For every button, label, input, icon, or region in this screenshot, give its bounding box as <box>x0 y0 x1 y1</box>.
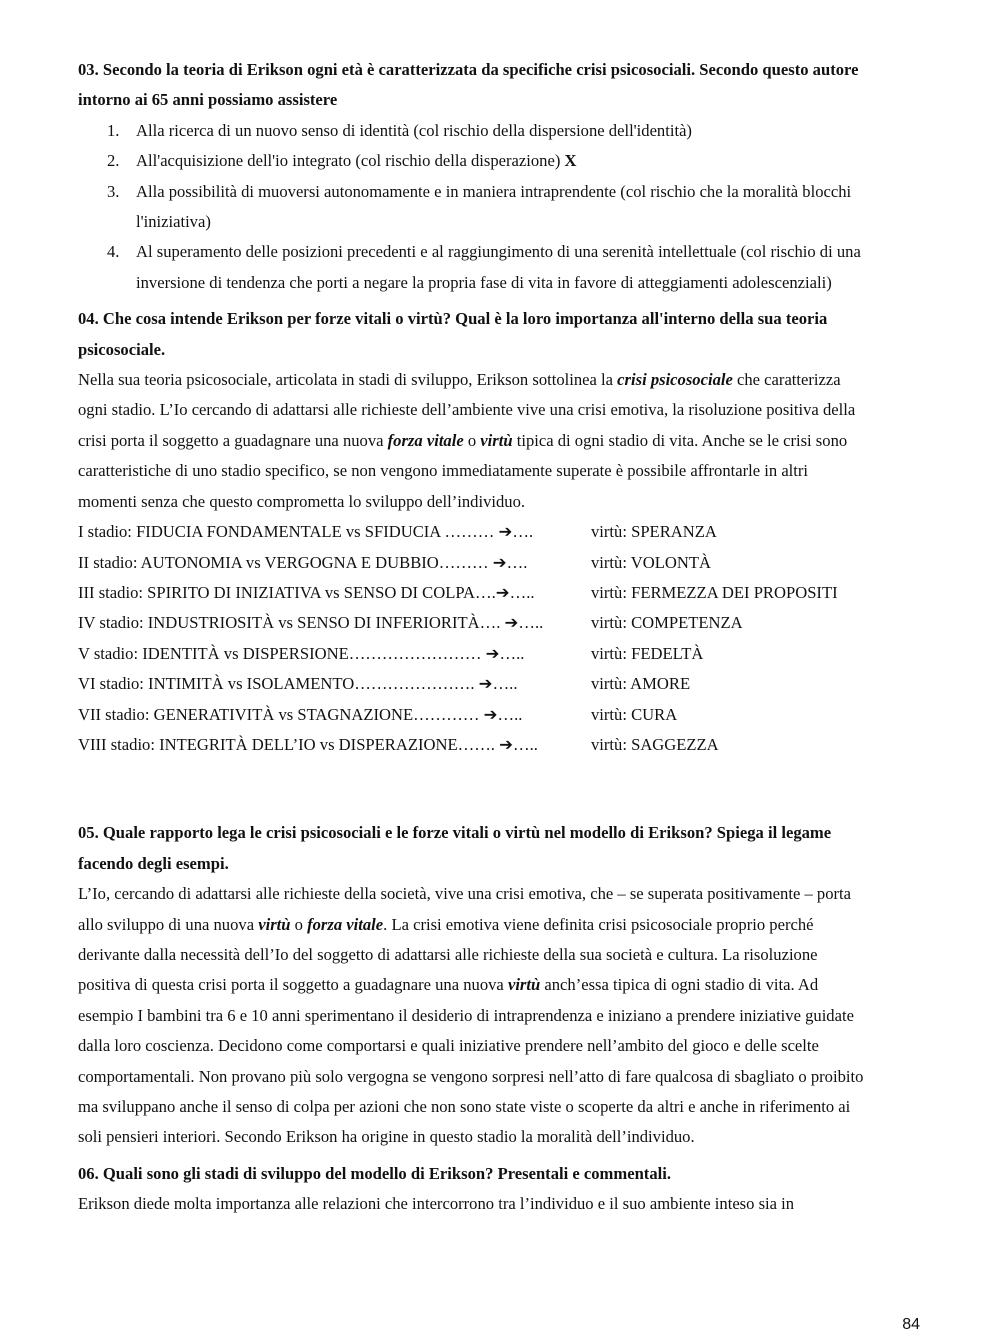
option-text: Al superamento delle posizioni precedenti e al raggiungimento di una serenità intellettuale (col rischio di una <box>136 242 861 262</box>
emphasis: forza vitale <box>307 914 384 934</box>
stage-virtue: virtù: CURA <box>591 704 678 724</box>
text-span: crisi porta il soggetto a guadagnare una nuova <box>78 430 388 450</box>
text-span: positiva di questa crisi porta il soggetto a guadagnare una nuova <box>78 975 508 995</box>
correct-answer-mark: X <box>564 151 577 171</box>
option-3 <box>78 177 923 238</box>
option-text: l'iniziativa) <box>136 212 211 232</box>
option-number: 1. <box>107 120 120 140</box>
text-span: allo sviluppo di una nuova <box>78 914 259 934</box>
stage-row <box>78 608 923 638</box>
option-text: Alla possibilità di muoversi autonomamente e in maniera intraprendente (col rischio che la moralità blocchi <box>136 181 852 201</box>
answer-line: Erikson diede molta importanza alle relazioni che intercorrono tra l’individuo e il suo ambiente inteso sia in <box>78 1194 795 1214</box>
emphasis: virtù <box>258 914 291 934</box>
answer-line: ma sviluppano anche il senso di colpa per azioni che non sono state viste o scoperte da altri e anche in riferimento ai <box>78 1097 851 1116</box>
answer-line: momenti senza che questo comprometta lo sviluppo dell’individuo. <box>78 491 526 511</box>
answer-line: dalla loro coscienza. Decidono come comportarsi e quali iniziative prendere nell’ambito del gioco e delle scelte <box>78 1036 819 1056</box>
stage-crisis: VIII stadio: INTEGRITÀ DELL’IO vs DISPERAZIONE……. ➔….. <box>78 734 538 754</box>
stage-virtue: virtù: VOLONTÀ <box>591 552 711 572</box>
question-05-title-line-1: 05. Quale rapporto lega le crisi psicosociali e le forze vitali o virtù nel modello di Erikson? Spiega il legame <box>78 823 832 843</box>
stage-crisis: VII stadio: GENERATIVITÀ vs STAGNAZIONE………… ➔….. <box>78 704 523 724</box>
text-span: tipica di ogni stadio di vita. Anche se le crisi sono <box>512 430 848 450</box>
emphasis: crisi psicosociale <box>617 370 733 390</box>
option-text: inversione di tendenza che porti a negare la propria fase di vita in favore di atteggiamenti adolescenziali) <box>136 272 832 292</box>
question-05 <box>78 818 923 1152</box>
answer-line <box>78 910 923 940</box>
answer-line: caratteristiche di uno stadio specifico, se non vengono immediatamente superate è possibile affrontarle in altri <box>78 461 809 481</box>
option-text <box>136 146 923 176</box>
text-span: o <box>290 914 308 934</box>
stage-row <box>78 578 923 608</box>
stage-row <box>78 669 923 699</box>
stage-virtue: virtù: COMPETENZA <box>591 613 743 633</box>
text-span: Nella sua teoria psicosociale, articolata in stadi di sviluppo, Erikson sottolinea la <box>78 370 618 390</box>
option-number: 3. <box>107 181 120 201</box>
answer-line: comportamentali. Non provano più solo vergogna se vengono sorpresi nell’atto di fare qualcosa di sbagliato o proibito <box>78 1066 864 1086</box>
answer-line <box>78 426 923 456</box>
question-03-title-line-2: intorno ai 65 anni possiamo assistere <box>78 90 338 110</box>
emphasis: virtù <box>507 975 541 995</box>
question-05-title-line-2: facendo degli esempi. <box>78 853 229 873</box>
question-04 <box>78 304 923 760</box>
option-text: Alla ricerca di un nuovo senso di identità (col rischio della dispersione dell'identità) <box>136 120 692 140</box>
stage-row <box>78 700 923 730</box>
stage-crisis: VI stadio: INTIMITÀ vs ISOLAMENTO…………………. ➔….. <box>78 674 518 694</box>
stage-crisis: V stadio: IDENTITÀ vs DISPERSIONE…………………… ➔….. <box>78 643 525 663</box>
page-number: 84 <box>902 1316 920 1333</box>
stage-row <box>78 639 923 669</box>
question-04-title-line-1: 04. Che cosa intende Erikson per forze vitali o virtù? Qual è la loro importanza all'interno della sua teoria <box>78 309 828 329</box>
question-06-title: 06. Quali sono gli stadi di sviluppo del modello di Erikson? Presentali e commentali. <box>78 1163 671 1183</box>
stage-crisis: I stadio: FIDUCIA FONDAMENTALE vs SFIDUCIA ……… ➔…. <box>78 522 534 542</box>
question-03 <box>78 55 923 298</box>
stage-virtue: virtù: FEDELTÀ <box>591 643 704 663</box>
option-text-content: All'acquisizione dell'io integrato (col rischio della disperazione) <box>136 151 561 171</box>
stage-crisis: III stadio: SPIRITO DI INIZIATIVA vs SENSO DI COLPA….➔….. <box>78 582 535 602</box>
stages-list <box>78 517 923 760</box>
question-03-options <box>78 116 923 298</box>
answer-line: L’Io, cercando di adattarsi alle richieste della società, vive una crisi emotiva, che – se superata positivamente – porta <box>78 884 852 904</box>
question-06 <box>78 1159 923 1220</box>
stage-row <box>78 730 923 760</box>
stage-crisis: II stadio: AUTONOMIA vs VERGOGNA E DUBBIO……… ➔…. <box>78 552 528 572</box>
text-span: anch’essa tipica di ogni stadio di vita. Ad <box>540 975 819 995</box>
option-2 <box>78 146 923 176</box>
text-span: che caratterizza <box>732 370 841 390</box>
stage-virtue: virtù: SPERANZA <box>591 522 717 542</box>
answer-line <box>78 365 923 395</box>
emphasis: forza vitale <box>387 430 464 450</box>
answer-line: esempio I bambini tra 6 e 10 anni sperimentano il desiderio di intraprendenza e iniziano a prendere iniziative guidate <box>78 1005 854 1025</box>
stage-row <box>78 548 923 578</box>
option-4 <box>78 237 923 298</box>
text-span: . La crisi emotiva viene definita crisi psicosociale proprio perché <box>383 914 814 934</box>
option-1 <box>78 116 923 146</box>
option-number: 4. <box>107 242 120 262</box>
document-page <box>78 55 923 1220</box>
answer-line: derivante dalla necessità dell’Io del soggetto di adattarsi alle richieste della sua società e cultura. La risoluzione <box>78 944 818 964</box>
answer-line: soli pensieri interiori. Secondo Erikson ha origine in questo stadio la moralità dell’individuo. <box>78 1127 695 1147</box>
answer-line <box>78 970 923 1000</box>
stage-virtue: virtù: FERMEZZA DEI PROPOSITI <box>591 582 838 602</box>
stage-virtue: virtù: AMORE <box>591 674 691 694</box>
stage-crisis: IV stadio: INDUSTRIOSITÀ vs SENSO DI INFERIORITÀ…. ➔….. <box>78 613 544 633</box>
stage-row <box>78 517 923 547</box>
stage-virtue: virtù: SAGGEZZA <box>591 734 719 754</box>
text-span: o <box>463 430 481 450</box>
option-number: 2. <box>107 151 120 171</box>
question-04-title-line-2: psicosociale. <box>78 339 166 359</box>
answer-line: ogni stadio. L’Io cercando di adattarsi alle richieste dell’ambiente vive una crisi emotiva, la risoluzione positiva della <box>78 400 856 420</box>
emphasis: virtù <box>480 430 513 450</box>
question-03-title-line-1: 03. Secondo la teoria di Erikson ogni età è caratterizzata da specifiche crisi psicosociali. Secondo questo autore <box>78 60 859 79</box>
